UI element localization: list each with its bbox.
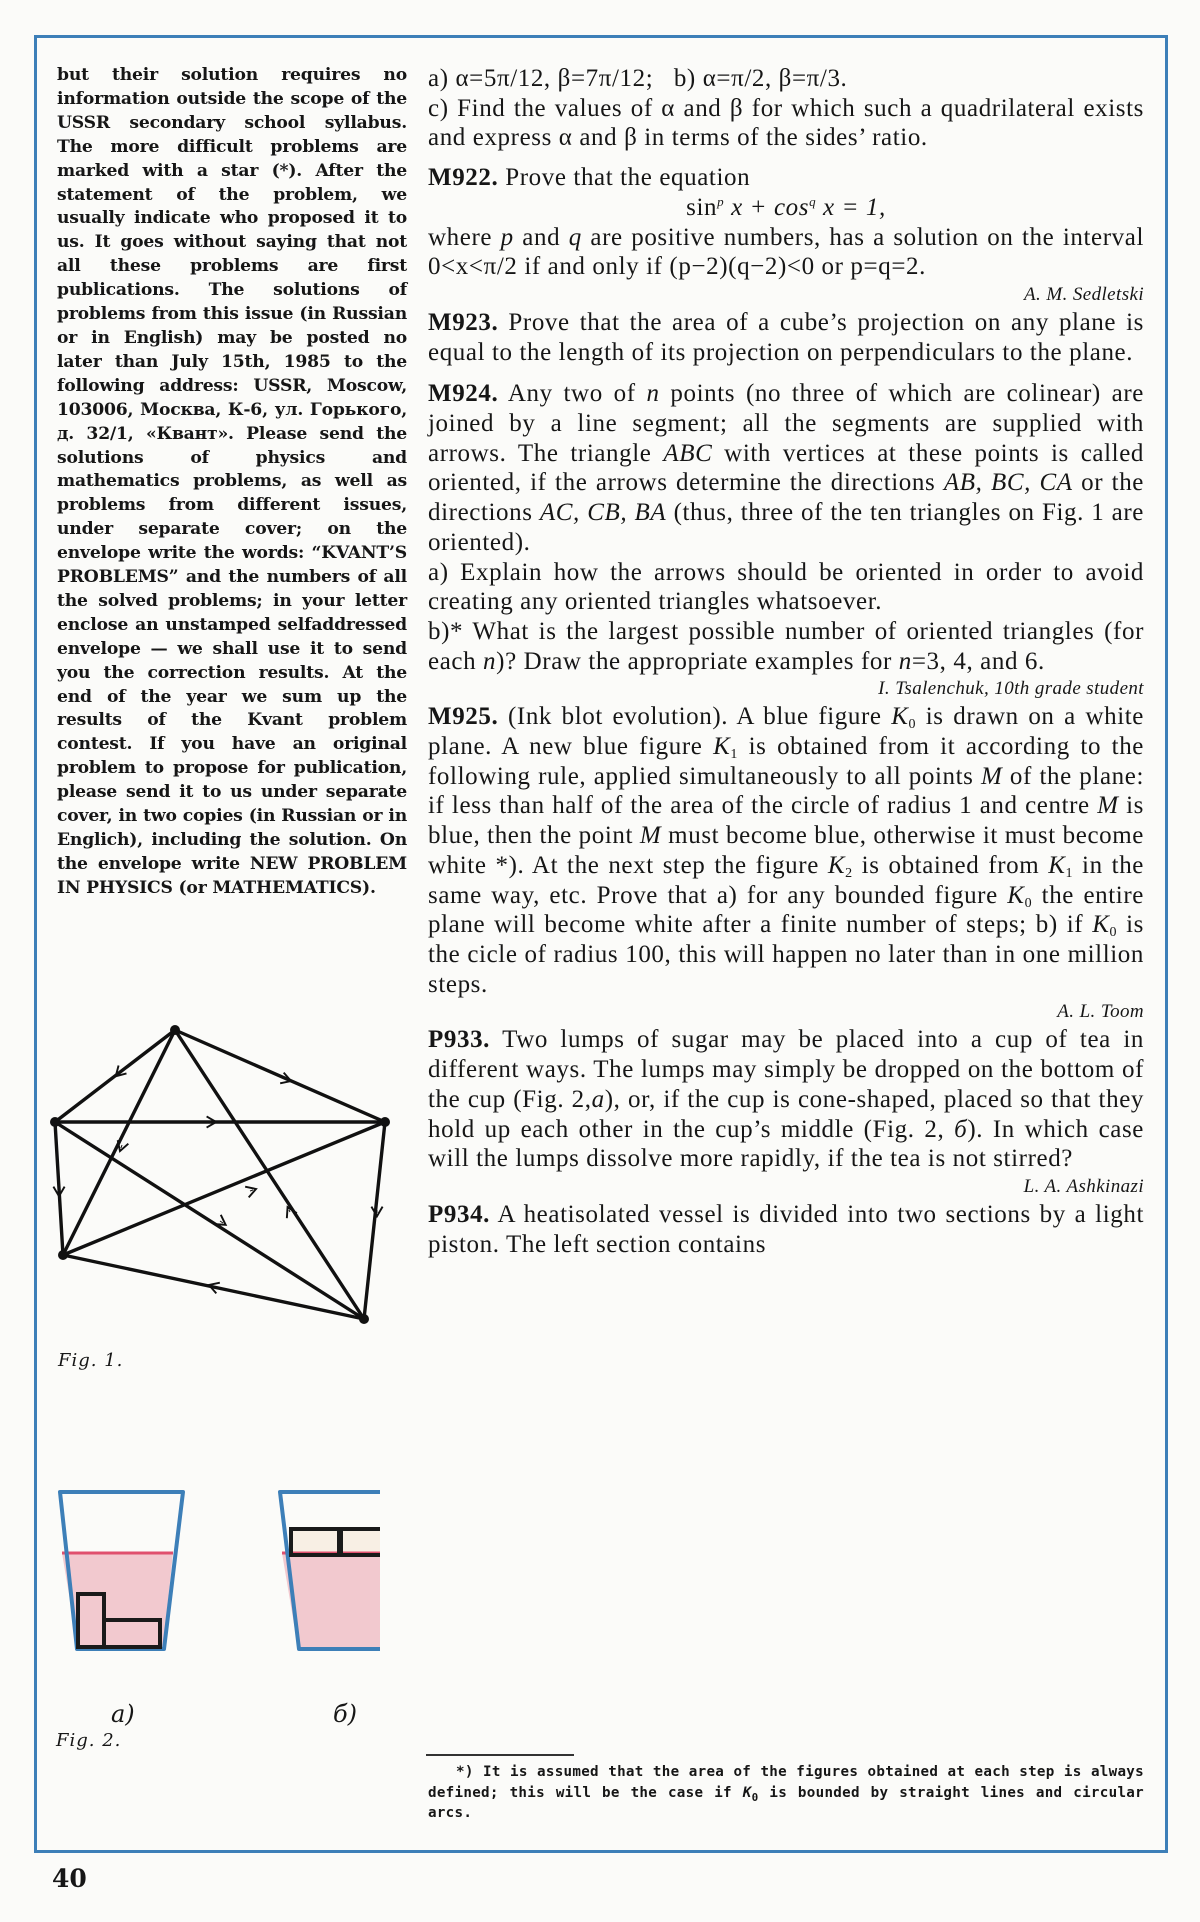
fig2-label-b: б) (333, 1700, 358, 1728)
fig2-caption: Fig. 2. (56, 1730, 122, 1751)
problem-p934: P934. A heatisolated vessel is divided into two sections by a light piston. The left section contains (428, 1200, 1144, 1258)
author: I. Tsalenchuk, 10th grade student (878, 678, 1144, 700)
footnote: *) It is assumed that the area of the figures obtained at each step is always defined; this will be the case if $K_0$ is bounded by straight lines and circular arcs. (428, 1764, 1144, 1821)
part-a: a) Explain how the arrows should be oriented in order to avoid creating any oriented triangles whatsoever. (428, 558, 1144, 616)
previous-problem-answers: a) α=5π/12, β=7π/12; b) α=π/2, β=π/3. (428, 65, 848, 92)
previous-problem-part-c: c) Find the values of α and β for which such a quadrilateral exists and express α and β in terms of the sides’ ratio. (428, 94, 1144, 152)
fig1-directed-graph (40, 1015, 400, 1335)
problem-m922: M922. Prove that the equation $\sin^p x + \cos^q x = 1$, where p and q are positive numbers, has a solution on the interval 0<x<π/2 if and only if (p−2)(q−2)<0 or p=q=2. A. M. Sedletski (428, 163, 1144, 308)
fig2-label-a: a) (111, 1700, 135, 1728)
problem-p933: P933. Two lumps of sugar may be placed into a cup of tea in different ways. The lumps may simply be dropped on the bottom of the cup (Fig. 2,a), or, if the cup is cone-shaped, placed so that they hold up each other in the cup’s middle (Fig. 2, б). In which case will the lumps dissolve more rapidly, if the tea is not stirred? L. A. Ashkinazi (428, 1025, 1144, 1200)
problem-id: P933. (428, 1026, 491, 1054)
problem-id: M924. (428, 380, 499, 408)
problem-m925: M925. (Ink blot evolution). A blue figure $K_0$ is drawn on a white plane. A new blue figure $K_1$ is obtained from it according to the following rule, applied simultaneously to all points M of the plane: if less than half of the area of the circle of radius 1 and centre M is blue, then the point M must become blue, otherwise it must become white *). At the next step the figure $K_2$ is obtained from $K_1$ in the same way, etc. Prove that a) for any bounded figure $K_0$ the entire plane will become white after a finite number of steps; b) if $K_0$ is the cicle of radius 100, this will happen no later than in one million steps. A. L. Toom (428, 702, 1144, 1025)
author: L. A. Ashkinazi (1023, 1175, 1144, 1197)
footnote-rule (426, 1754, 574, 1756)
author: A. M. Sedletski (1024, 283, 1144, 305)
cup-b (280, 1492, 380, 1649)
problem-id: M925. (428, 703, 499, 731)
problem-m924: M924. Any two of n points (no three of which are colinear) are joined by a line segment; all the segments are supplied with arrows. The triangle ABC with vertices at these points is called oriented, if the arrows determine the directions AB, BC, CA or the directions AC, CB, BA (thus, three of the ten triangles on Fig. 1 are oriented). a) Explain how the arrows should be oriented in order to avoid creating any oriented triangles whatsoever. b)* What is the largest possible number of oriented triangles (for each n)? Draw the appropriate examples for n=3, 4, and 6. I. Tsalenchuk, 10th grade student (428, 379, 1144, 702)
part-b: b)* What is the largest possible number of oriented triangles (for each n)? Draw the appropriate examples for n=3, 4, and 6. (428, 617, 1144, 675)
right-column (428, 64, 1144, 1259)
equation: $\sin^p x + \cos^q x = 1$, (686, 193, 886, 221)
problem-id: M922. (428, 164, 499, 192)
problem-m923: M923. Prove that the area of a cube’s projection on any plane is equal to the length of its projection on perpendiculars to the plane. (428, 308, 1144, 366)
left-column (57, 64, 407, 901)
fig1-caption: Fig. 1. (58, 1350, 124, 1371)
problem-id: P934. (428, 1200, 491, 1228)
page-number: 40 (52, 1864, 87, 1893)
cup-a (60, 1492, 183, 1649)
problem-id: M923. (428, 308, 499, 336)
instructions-paragraph: but their solution requires no information outside the scope of the USSR secondary school syllabus. The more difficult problems are marked with a star (*). After the statement of the problem, we usually indicate who proposed it to us. It goes without saying that not all these problems are first publications. The solutions of problems from this issue (in Russian or in English) may be posted no later than July 15th, 1985 to the following address: USSR, Moscow, 103006, Москва, К-6, ул. Горького, д. 32/1, «Квант». Please send the solutions of physics and mathematics problems, as well as problems from different issues, under separate cover; on the envelope write the words: “KVANT’S PROBLEMS” and the numbers of all the solved problems; in your letter enclose an unstamped selfaddressed envelope — we shall use it to send you the correction results. At the end of the year we sum up the results of the Kvant problem contest. If you have an original problem to propose for publication, please send it to us under separate cover, in two copies (in Russian or in Englich), including the solution. On the envelope write NEW PROBLEM IN PHYSICS (or MATHEMATICS). (57, 65, 407, 898)
fig2-sugar-cups (40, 1480, 380, 1700)
author: A. L. Toom (1057, 1001, 1144, 1023)
